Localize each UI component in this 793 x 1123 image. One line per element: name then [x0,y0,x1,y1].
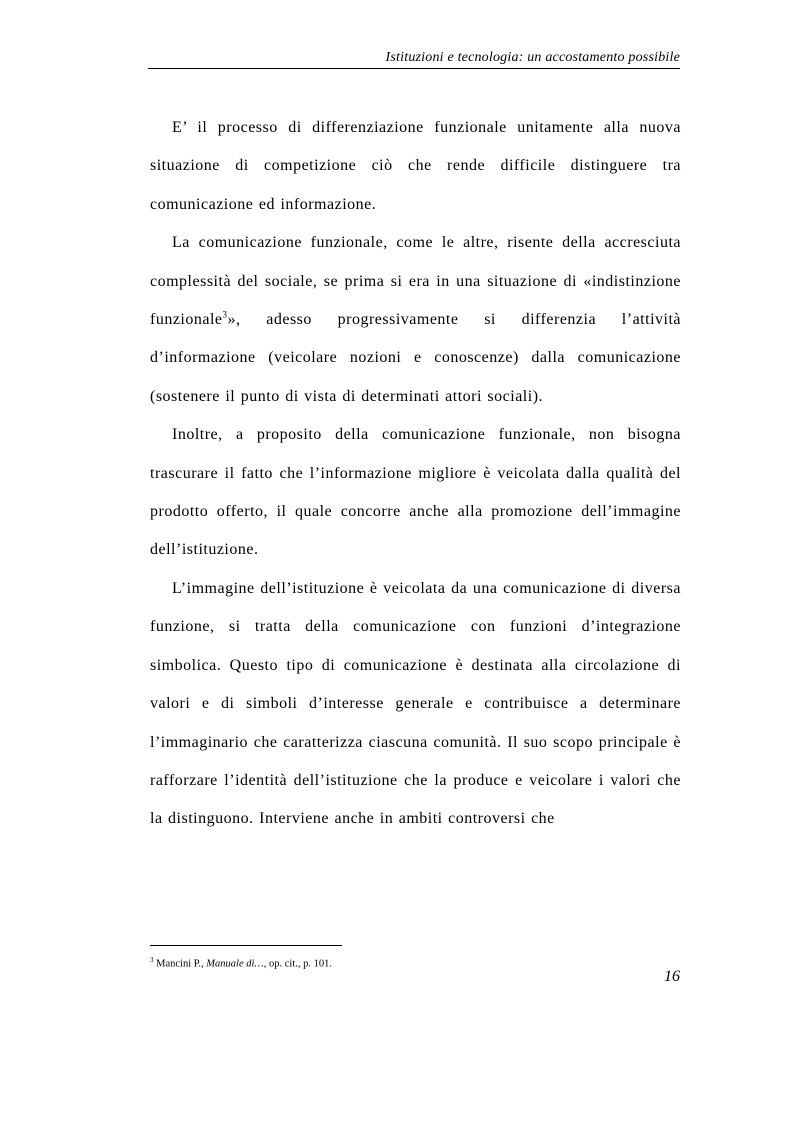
paragraph-2-text-before: La comunicazione funzionale, come le altre, risente della accresciuta complessità del sociale, se prima si era in una situazione di «indistinzione funzionale [150,234,681,329]
header-title: Istituzioni e tecnologia: un accostamento possibile [385,50,680,65]
page-number: 16 [664,968,680,985]
footnote-marker: 3 [150,956,154,964]
footnote-separator [150,945,342,946]
footnote-citation: , op. cit., p. 101. [263,958,332,970]
main-text [150,109,681,839]
footnote-reference: 3 [222,309,228,320]
paragraph-1: E’ il processo di differenziazione funzionale unitamente alla nuova situazione di competizione ciò che rende difficile distinguere tra comunicazione ed informazione. [150,119,681,213]
paragraph-2 [150,224,681,416]
footnote [150,956,332,970]
running-header [148,48,680,69]
paragraph-4: L’immagine dell’istituzione è veicolata da una comunicazione di diversa funzione, si tratta della comunicazione con funzioni d’integrazione simbolica. Questo tipo di comunicazione è destinata alla circolazione di valori e di simboli d’interesse generale e contribuisce a determinare l’immaginario che caratterizza ciascuna comunità. Il suo scopo principale è rafforzare l’identità dell’istituzione che la produce e veicolare i valori che la distinguono. Interviene anche in ambiti controversi che [150,579,681,828]
paragraph-2-text-after: », adesso progressivamente si differenzia l’attività d’informazione (veicolare nozioni e conoscenze) dalla comunicazione (sostenere il punto di vista di determinati attori sociali). [150,311,681,405]
footnote-author: Mancini P., [156,958,204,970]
paragraph-3: Inoltre, a proposito della comunicazione funzionale, non bisogna trascurare il fatto che l’informazione migliore è veicolata dalla qualità del prodotto offerto, il quale concorre anche alla promozione dell’immagine dell’istituzione. [150,426,681,559]
footnote-title: Manuale di… [206,958,264,970]
